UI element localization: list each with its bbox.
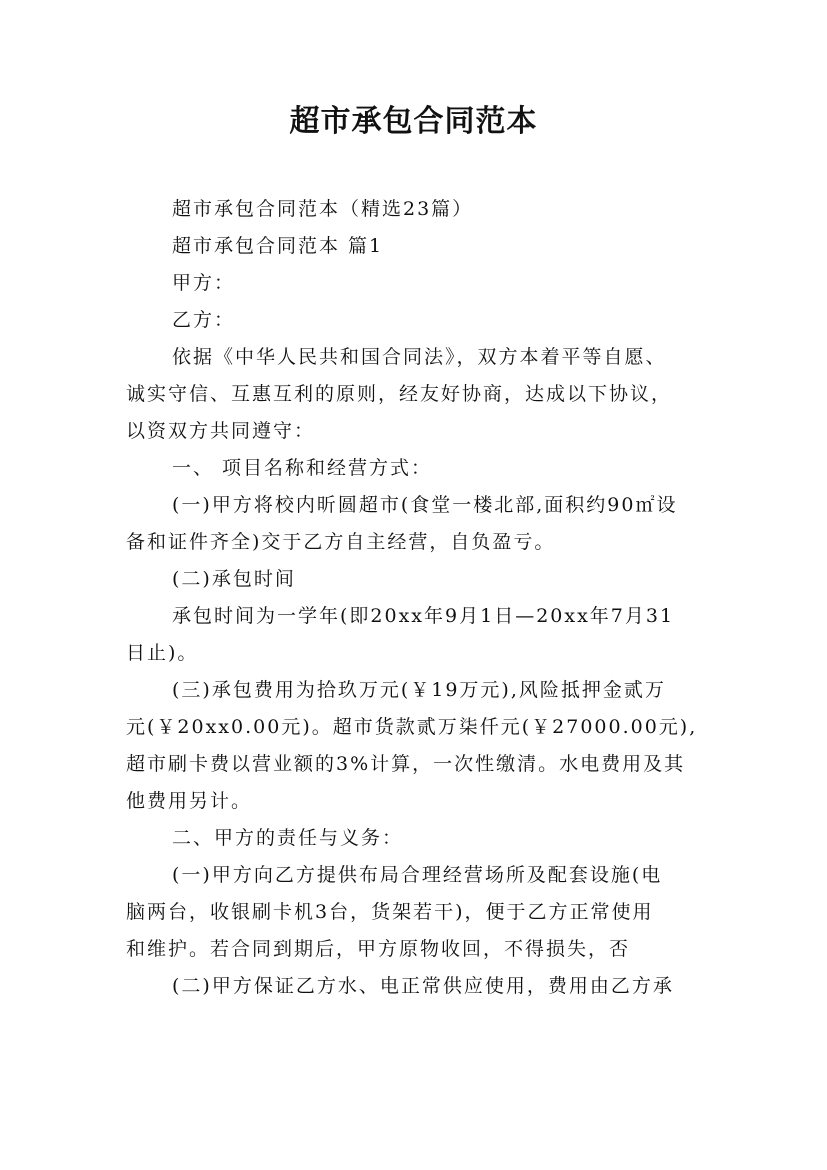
text-line: (二)承包时间 xyxy=(172,568,296,590)
text-line: 乙方： xyxy=(172,309,236,331)
text-line: (一)甲方向乙方提供布局合理经营场所及配套设施(电 xyxy=(172,864,663,886)
text-line: (一)甲方将校内昕圆超市(食堂一楼北部,面积约90㎡设 xyxy=(172,494,678,516)
text-line: 二、甲方的责任与义务： xyxy=(172,827,404,849)
text-line: 依据《中华人民共和国合同法》，双方本着平等自愿、 xyxy=(172,346,667,368)
text-line: 脑两台，收银刷卡机3台，货架若干)，便于乙方正常使用 xyxy=(126,901,654,923)
text-line: 超市承包合同范本（精选23篇） xyxy=(172,198,474,220)
text-line: (三)承包费用为拾玖万元(￥19万元),风险抵押金贰万 xyxy=(172,679,666,701)
text-line: 超市承包合同范本 篇1 xyxy=(172,235,384,257)
text-line: 以资双方共同遵守： xyxy=(126,420,316,442)
text-line: (二)甲方保证乙方水、电正常供应使用，费用由乙方承 xyxy=(172,975,674,997)
text-line: 超市刷卡费以营业额的3%计算，一次性缴清。水电费用及其 xyxy=(126,753,686,775)
document-title: 超市承包合同范本 xyxy=(289,104,538,139)
document-body xyxy=(126,191,716,1005)
text-line: 一、 项目名称和经营方式： xyxy=(172,457,433,479)
text-line: 承包时间为一学年(即20xx年9月1日—20xx年7月31 xyxy=(172,605,675,627)
text-line: 他费用另计。 xyxy=(126,790,253,812)
text-line: 诚实守信、互惠互利的原则，经友好协商，达成以下协议， xyxy=(126,383,673,405)
text-line: 日止)。 xyxy=(126,642,199,664)
text-line: 甲方： xyxy=(172,272,236,294)
text-line: 备和证件齐全)交于乙方自主经营，自负盈亏。 xyxy=(126,531,556,553)
text-line: 和维护。若合同到期后，甲方原物收回，不得损失，否 xyxy=(126,938,631,960)
text-line: 元(￥20xx0.00元)。超市货款贰万柒仟元(￥27000.00元), xyxy=(126,716,698,738)
